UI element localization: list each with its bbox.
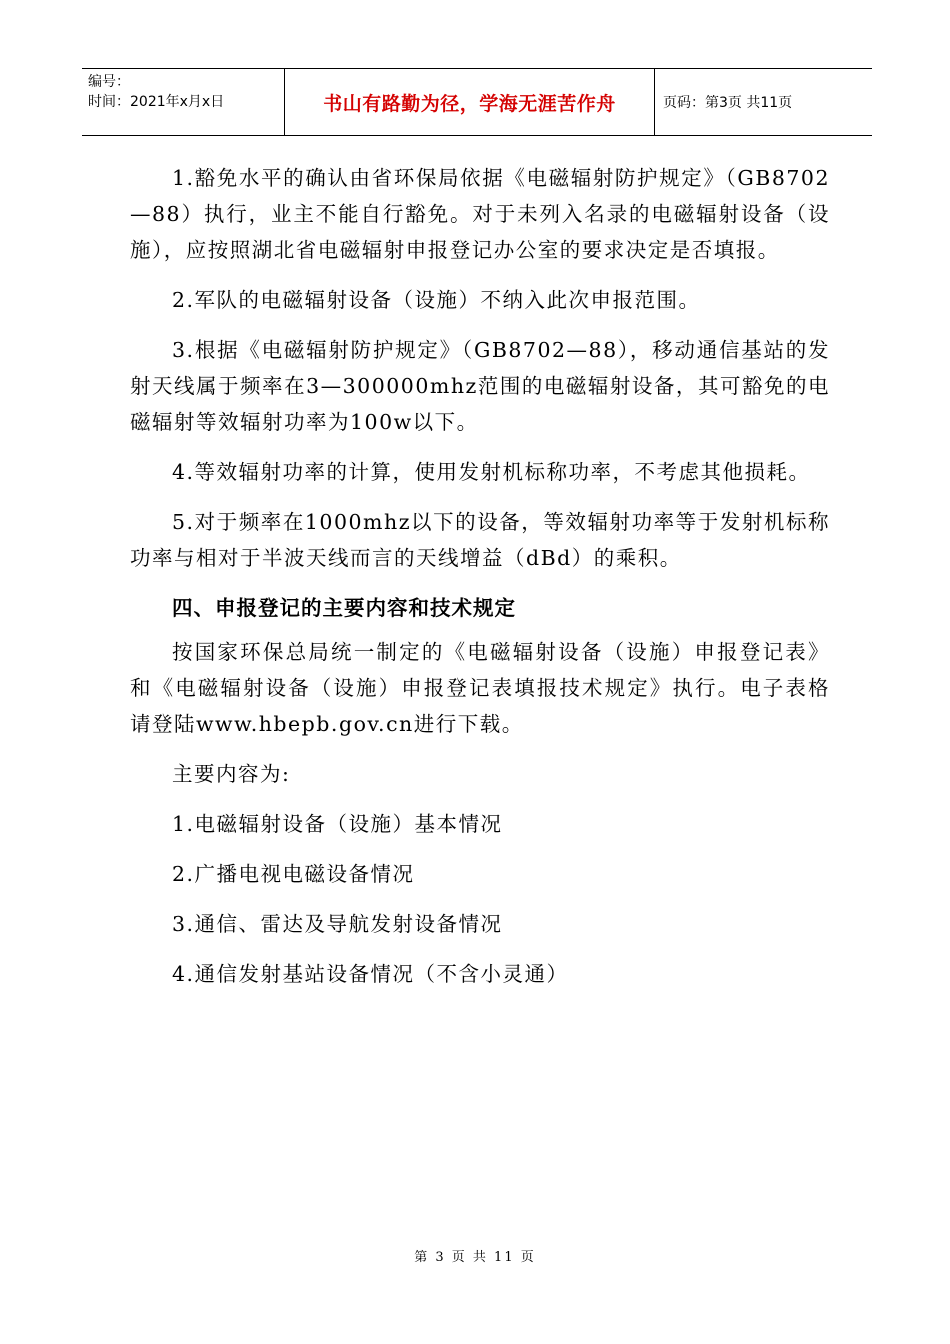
list-item-1: 1.电磁辐射设备（设施）基本情况 [172, 812, 503, 836]
document-header [82, 68, 872, 136]
header-motto: 书山有路勤为径，学海无涯苦作舟 [285, 69, 655, 135]
page-footer: 第 3 页 共 11 页 [414, 1250, 536, 1265]
section-paragraph-2: 主要内容为: [172, 762, 291, 786]
paragraph-3: 3.根据《电磁辐射防护规定》（GB8702—88），移动通信基站的发射天线属于频率在3—300000mhz范围的电磁辐射设备，其可豁免的电磁辐射等效辐射功率为100w以下。 [130, 338, 830, 434]
paragraph-1: 1.豁免水平的确认由省环保局依据《电磁辐射防护规定》（GB8702—88）执行，业主不能自行豁免。对于未列入名录的电磁辐射设备（设施），应按照湖北省电磁辐射申报登记办公室的要求决定是否填报。 [130, 166, 830, 262]
section-paragraph-1: 按国家环保总局统一制定的《电磁辐射设备（设施）申报登记表》和《电磁辐射设备（设施）申报登记表填报技术规定》执行。电子表格请登陆www.hbepb.gov.cn进行下载。 [130, 640, 830, 736]
list-item-4: 4.通信发射基站设备情况（不含小灵通） [172, 962, 569, 986]
document-body [130, 160, 830, 1006]
paragraph-4: 4.等效辐射功率的计算，使用发射机标称功率，不考虑其他损耗。 [172, 460, 811, 484]
header-meta [82, 69, 285, 135]
header-page-info: 页码：第3页 共11页 [663, 95, 793, 111]
paragraph-2: 2.军队的电磁辐射设备（设施）不纳入此次申报范围。 [172, 288, 701, 312]
time-label: 时间：2021年x月x日 [88, 94, 225, 110]
list-item-2: 2.广播电视电磁设备情况 [172, 862, 415, 886]
list-item-3: 3.通信、雷达及导航发射设备情况 [172, 912, 503, 936]
paragraph-5: 5.对于频率在1000mhz以下的设备，等效辐射功率等于发射机标称功率与相对于半波天线而言的天线增益（dBd）的乘积。 [130, 510, 830, 570]
number-label: 编号： [88, 74, 130, 90]
section-heading: 四、申报登记的主要内容和技术规定 [172, 596, 516, 620]
